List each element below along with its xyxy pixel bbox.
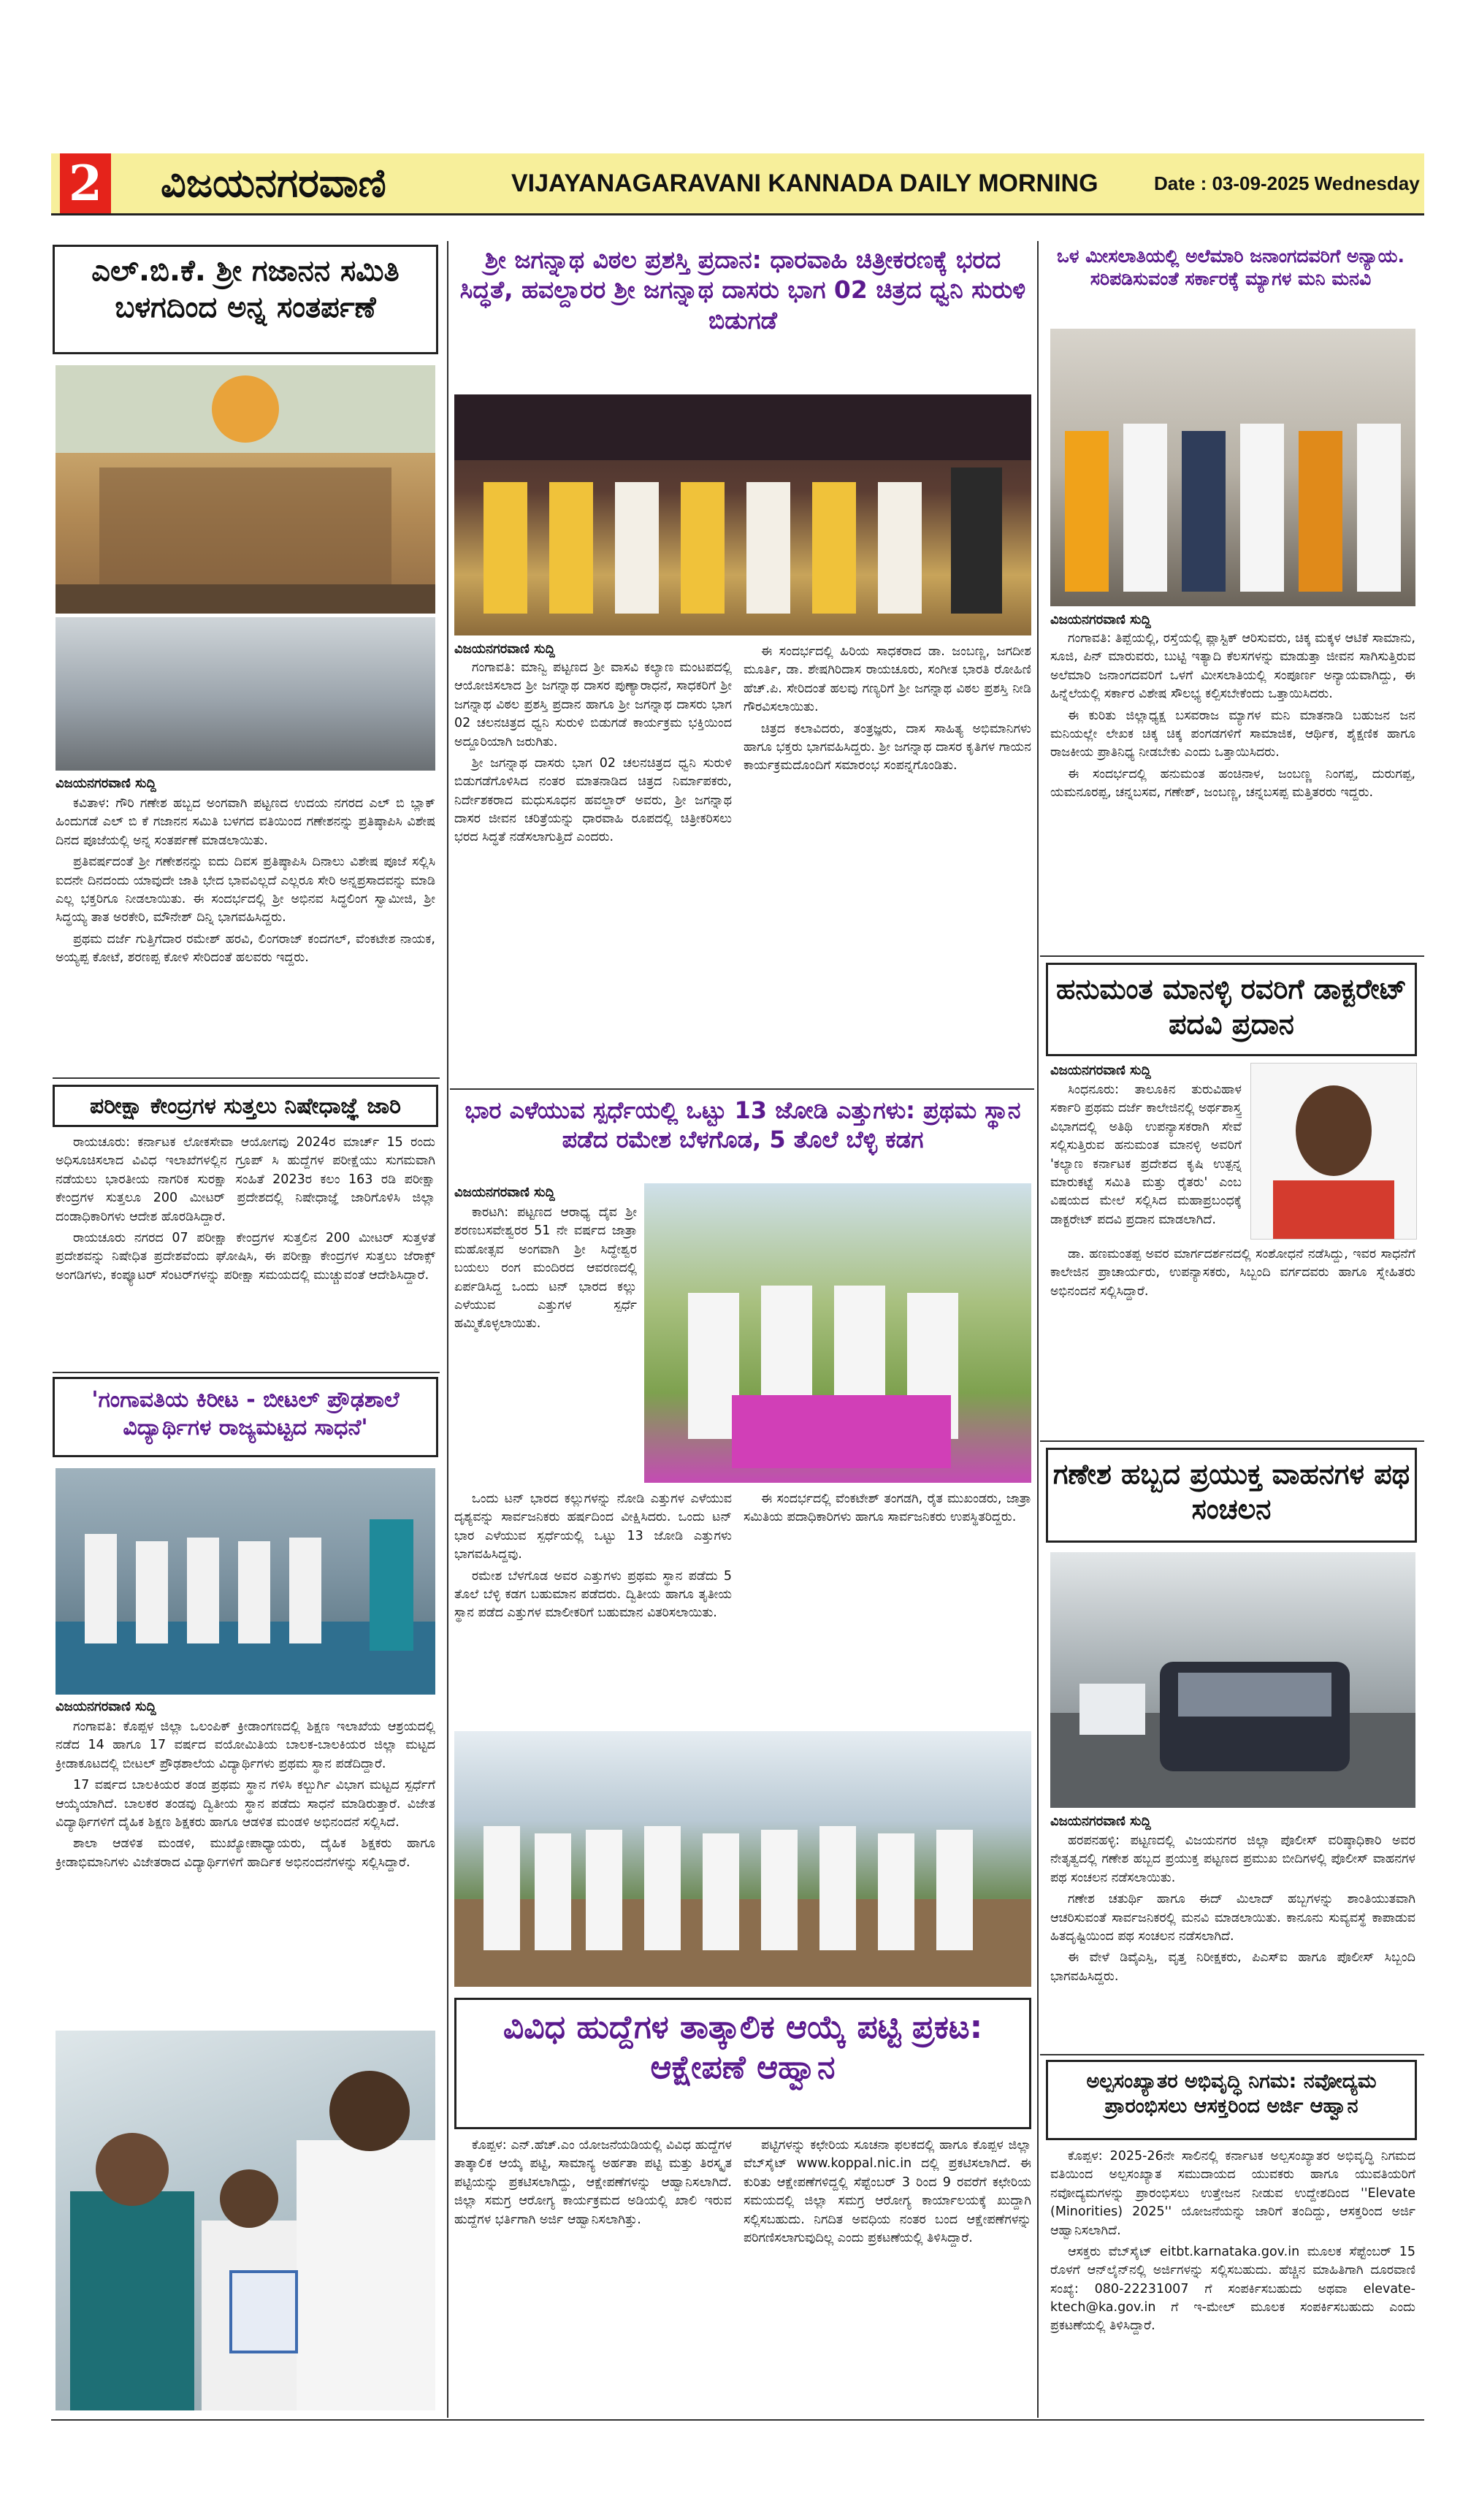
article-nomadic-body — [1050, 630, 1415, 951]
headline-minority-startup: ಅಲ್ಪಸಂಖ್ಯಾತರ ಅಭಿವೃದ್ಧಿ ನಿಗಮ: ನವೋದ್ಯಮ ಪ್ರಾರಂಭಿಸಲು ಆಸಕ್ತರಿಂದ ಅರ್ಜಿ ಆಹ್ವಾನ — [1046, 2060, 1417, 2140]
byline: ವಿಜಯನಗರವಾಣಿ ಸುದ್ದಿ — [454, 641, 555, 657]
page-number: 2 — [60, 153, 111, 213]
photo-police-vehicles-art — [1050, 1552, 1415, 1808]
headline-nomadic-tribes: ಒಳ ಮೀಸಲಾತಿಯಲ್ಲಿ ಅಲೆಮಾರಿ ಜನಾಂಗದವರಿಗೆ ಅನ್ಯಾಯ. ಸರಿಪಡಿಸುವಂತೆ ಸರ್ಕಾರಕ್ಕೆ ಮ್ಯಾಗಳ ಮನಿ ಮನವಿ — [1057, 245, 1405, 290]
article-jagannatha-body-right — [744, 643, 1031, 1081]
article-beetle-school-body — [56, 1718, 435, 2025]
photo-ganesha-pooja-art — [56, 365, 435, 614]
page-bottom-rule — [51, 2419, 1424, 2421]
paragraph: ಚಿತ್ರದ ಕಲಾವಿದರು, ತಂತ್ರಜ್ಞರು, ದಾಸ ಸಾಹಿತ್ಯ ಅಭಿಮಾನಿಗಳು ಹಾಗೂ ಭಕ್ತರು ಭಾಗವಹಿಸಿದ್ದರು. ಶ್ರೀ ಜಗನ್ನಾಥ ದಾಸರ ಕೃತಿಗಳ ಗಾಯನ ಕಾರ್ಯಕ್ರಮದೊಂದಿಗೆ ಸಮಾರಂಭ ಸಂಪನ್ನಗೊಂಡಿತು. — [744, 721, 1031, 774]
column-divider — [1037, 241, 1039, 2418]
paragraph: ಡಾ. ಹಣಮಂತಪ್ಪ ಅವರ ಮಾರ್ಗದರ್ಶನದಲ್ಲಿ ಸಂಶೋಧನೆ ನಡೆಸಿದ್ದು, ಇವರ ಸಾಧನೆಗೆ ಕಾಲೇಜಿನ ಪ್ರಾಚಾರ್ಯರು, ಉಪನ್ಯಾಸಕರು, ಸಿಬ್ಬಂದಿ ವರ್ಗದವರು ಹಾಗೂ ಸ್ನೇಹಿತರು ಅಭಿನಂದನೆ ಸಲ್ಲಿಸಿದ್ದಾರೆ. — [1050, 1247, 1415, 1299]
article-separator — [53, 1372, 440, 1373]
article-minority-startup-body — [1050, 2147, 1415, 2414]
photo-bull-race-ceremony — [644, 1183, 1031, 1483]
photo-award-stage-art — [454, 394, 1031, 635]
article-separator — [1040, 955, 1424, 957]
paragraph: ಈ ಸಂದರ್ಭದಲ್ಲಿ ಹಿರಿಯ ಸಾಧಕರಾದ ಡಾ. ಜಂಬಣ್ಣ, ಜಗದೀಶ ಮೂರ್ತಿ, ಡಾ. ಶೇಷಗಿರಿದಾಸ ರಾಯಚೂರು, ಸಂಗೀತ ಭಾರತಿ ರೋಹಿಣಿ ಹೆಚ್.ಪಿ. ಸೇರಿದಂತೆ ಹಲವು ಗಣ್ಯರಿಗೆ ಶ್ರೀ ಜಗನ್ನಾಥ ವಿಠಲ ಪ್ರಶಸ್ತಿ ನೀಡಿ ಗೌರವಿಸಲಾಯಿತು. — [744, 644, 1031, 715]
paragraph: ಶಾಲಾ ಆಡಳಿತ ಮಂಡಳಿ, ಮುಖ್ಯೋಪಾಧ್ಯಾಯರು, ದೈಹಿಕ ಶಿಕ್ಷಕರು ಹಾಗೂ ಕ್ರೀಡಾಭಿಮಾನಿಗಳು ವಿಜೇತರಾದ ವಿದ್ಯಾರ್ಥಿಗಳಿಗೆ ಹಾರ್ದಿಕ ಅಭಿನಂದನೆಗಳನ್ನು ಸಲ್ಲಿಸಿದ್ದಾರೆ. — [56, 1836, 435, 1870]
article-bull-race-body-left — [454, 1490, 732, 1724]
article-bull-race-intro — [454, 1204, 637, 1481]
paragraph: ಈ ಸಂದರ್ಭದಲ್ಲಿ ಹನುಮಂತ ಹಂಚಿನಾಳ, ಜಂಬಣ್ಣ ನಿಂಗಪ್ಪ, ದುರುಗಪ್ಪ, ಯಮನೂರಪ್ಪ, ಚನ್ನಬಸವ, ಗಣೇಶ್, ಜಂಬಣ್ಣ, ಚನ್ನಬಸಪ್ಪ ಮತ್ತಿತರರು ಇದ್ದರು. — [1050, 766, 1415, 800]
byline: ವಿಜಯನಗರವಾಣಿ ಸುದ್ದಿ — [56, 1699, 156, 1714]
photo-award-student — [56, 2031, 435, 2410]
article-exam-order-body — [56, 1134, 435, 1367]
article-recruitment-body-left — [454, 2137, 732, 2414]
photo-hanumantha-portrait-art — [1251, 1064, 1416, 1239]
article-police-march-body — [1050, 1832, 1415, 2051]
paragraph: ಪಟ್ಟಿಗಳನ್ನು ಕಛೇರಿಯ ಸೂಚನಾ ಫಲಕದಲ್ಲಿ ಹಾಗೂ ಕೊಪ್ಪಳ ಜಿಲ್ಲಾ ವೆಬ್‌ಸೈಟ್ www.koppal.nic.in ದಲ್ಲಿ ಪ್ರಕಟಿಸಲಾಗಿದೆ. ಈ ಕುರಿತು ಆಕ್ಷೇಪಣೆಗಳಿದ್ದಲ್ಲಿ ಸೆಪ್ಟೆಂಬರ್ 3 ರಿಂದ 9 ರವರೆಗೆ ಕಛೇರಿಯ ಸಮಯದಲ್ಲಿ ಜಿಲ್ಲಾ ಸಮಗ್ರ ಆರೋಗ್ಯ ಕಾರ್ಯಾಲಯಕ್ಕೆ ಖುದ್ದಾಗಿ ಸಲ್ಲಿಸಬಹುದು. ನಿಗದಿತ ಅವಧಿಯ ನಂತರ ಬಂದ ಆಕ್ಷೇಪಣೆಗಳನ್ನು ಪರಿಗಣಿಸಲಾಗುವುದಿಲ್ಲ ಎಂದು ಪ್ರಕಟಣೆಯಲ್ಲಿ ತಿಳಿಸಿದ್ದಾರೆ. — [744, 2138, 1031, 2245]
article-recruitment-body-right — [744, 2137, 1031, 2414]
photo-bull-race-ceremony-art — [644, 1183, 1031, 1483]
headline-police-march: ಗಣೇಶ ಹಬ್ಬದ ಪ್ರಯುಕ್ತ ವಾಹನಗಳ ಪಥ ಸಂಚಲನ — [1046, 1448, 1417, 1543]
paper-english-title: VIJAYANAGARAVANI KANNADA DAILY MORNING — [511, 169, 1098, 197]
paragraph: ಸಿಂಧನೂರು: ತಾಲೂಕಿನ ತುರುವಿಹಾಳ ಸರ್ಕಾರಿ ಪ್ರಥಮ ದರ್ಜೆ ಕಾಲೇಜಿನಲ್ಲಿ ಅರ್ಥಶಾಸ್ತ್ರ ವಿಭಾಗದಲ್ಲಿ ಅತಿಥಿ ಉಪನ್ಯಾಸಕರಾಗಿ ಸೇವೆ ಸಲ್ಲಿಸುತ್ತಿರುವ ಹನುಮಂತ ಮಾನಳ್ಳಿ ಅವರಿಗೆ 'ಕಲ್ಯಾಣ ಕರ್ನಾಟಕ ಪ್ರದೇಶದ ಕೃಷಿ ಉತ್ಪನ್ನ ಮಾರುಕಟ್ಟೆ ಸಮಿತಿ ಮತ್ತು ರೈತರು' ಎಂಬ ವಿಷಯದ ಮೇಲೆ ಸಲ್ಲಿಸಿದ ಮಹಾಪ್ರಬಂಧಕ್ಕೆ ಡಾಕ್ಟರೇಟ್ ಪದವಿ ಪ್ರದಾನ ಮಾಡಲಾಗಿದೆ. — [1050, 1083, 1242, 1227]
article-separator — [450, 1088, 1034, 1090]
photo-bull-race-group-art — [454, 1731, 1031, 1987]
headline-exam-order: ಪರೀಕ್ಷಾ ಕೇಂದ್ರಗಳ ಸುತ್ತಲು ನಿಷೇಧಾಜ್ಞೆ ಜಾರಿ — [53, 1085, 438, 1127]
article-jagannatha-body-left — [454, 659, 732, 1083]
photo-bull-race-group — [454, 1731, 1031, 1987]
byline: ವಿಜಯನಗರವಾಣಿ ಸುದ್ದಿ — [1050, 1814, 1151, 1829]
paragraph: ಗಂಗಾವತಿ: ತಿಪ್ಪೆಯಲ್ಲಿ, ರಸ್ತೆಯಲ್ಲಿ ಪ್ಲಾಸ್ಟಿಕ್ ಆರಿಸುವರು, ಚಿಕ್ಕ ಮಕ್ಕಳ ಆಟಿಕೆ ಸಾಮಾನು, ಸೂಜಿ, ಪಿನ್ ಮಾರುವರು, ಬುಟ್ಟಿ ಇತ್ಯಾದಿ ಕೆಲಸಗಳನ್ನು ಮಾಡುತ್ತಾ ಜೀವನ ಸಾಗಿಸುತ್ತಿರುವ ಅಲೆಮಾರಿ ಜನಾಂಗದವರಿಗೆ ಒಳಗೆ ಮೀಸಲಾತಿಯಲ್ಲಿ ಸಂಪೂರ್ಣ ಅನ್ಯಾಯವಾಗಿದ್ದು, ಈ ಹಿನ್ನೆಲೆಯಲ್ಲಿ ಸರ್ಕಾರ ವಿಶೇಷ ಸೌಲಭ್ಯ ಕಲ್ಪಿಸಬೇಕೆಂದು ಒತ್ತಾಯಿಸಿದರು. — [1050, 631, 1415, 702]
photo-police-vehicles — [1050, 1552, 1415, 1808]
photo-ganesha-pooja — [56, 365, 435, 614]
photo-nomadic-memorandum — [1050, 329, 1415, 606]
paragraph: ಪ್ರತಿವರ್ಷದಂತೆ ಶ್ರೀ ಗಣೇಶನನ್ನು ಐದು ದಿವಸ ಪ್ರತಿಷ್ಠಾಪಿಸಿ ದಿನಾಲು ವಿಶೇಷ ಪೂಜೆ ಸಲ್ಲಿಸಿ ಐದನೇ ದಿನದಂದು ಯಾವುದೇ ಜಾತಿ ಭೇದ ಭಾವವಿಲ್ಲದೆ ಎಲ್ಲರೂ ಸೇರಿ ಅನ್ನಪ್ರಸಾದವನ್ನು ಮಾಡಿ ಎಲ್ಲ ಭಕ್ತರಿಗೂ ನೀಡಲಾಯಿತು. ಈ ಸಂದರ್ಭದಲ್ಲಿ ಶ್ರೀ ಅಭಿನವ ಸಿದ್ಧಲಿಂಗ ಸ್ವಾಮೀಜಿ, ಶ್ರೀ ಸಿದ್ಧಯ್ಯ ತಾತ ಅರಕೇರಿ, ಮೌನೇಶ್ ದಿನ್ನಿ ಭಾಗವಹಿಸಿದ್ದರು. — [56, 855, 435, 925]
photo-award-stage — [454, 394, 1031, 635]
paragraph: ಗಣೇಶ ಚತುರ್ಥಿ ಹಾಗೂ ಈದ್ ಮಿಲಾದ್ ಹಬ್ಬಗಳನ್ನು ಶಾಂತಿಯುತವಾಗಿ ಆಚರಿಸುವಂತೆ ಸಾರ್ವಜನಿಕರಲ್ಲಿ ಮನವಿ ಮಾಡಲಾಯಿತು. ಕಾನೂನು ಸುವ್ಯವಸ್ಥೆ ಕಾಪಾಡುವ ಹಿತದೃಷ್ಟಿಯಿಂದ ಪಥ ಸಂಚಲನ ನಡೆಸಲಾಗಿದೆ. — [1050, 1892, 1415, 1944]
paragraph: ಕಾರಟಗಿ: ಪಟ್ಟಣದ ಆರಾಧ್ಯ ದೈವ ಶ್ರೀ ಶರಣಬಸವೇಶ್ವರರ 51 ನೇ ವರ್ಷದ ಜಾತ್ರಾ ಮಹೋತ್ಸವ ಅಂಗವಾಗಿ ಶ್ರೀ ಸಿದ್ಧೇಶ್ವರ ಬಯಲು ರಂಗ ಮಂದಿರದ ಆವರಣದಲ್ಲಿ ಏರ್ಪಡಿಸಿದ್ದ ಒಂದು ಟನ್ ಭಾರದ ಕಲ್ಲು ಎಳೆಯುವ ಎತ್ತುಗಳ ಸ್ಪರ್ಧೆ ಹಮ್ಮಿಕೊಳ್ಳಲಾಯಿತು. — [454, 1205, 637, 1332]
article-doctorate-body — [1050, 1245, 1415, 1435]
paragraph: ಈ ಸಂದರ್ಭದಲ್ಲಿ ವೆಂಕಟೇಶ್ ತಂಗಡಗಿ, ರೈತ ಮುಖಂಡರು, ಜಾತ್ರಾ ಸಮಿತಿಯ ಪದಾಧಿಕಾರಿಗಳು ಹಾಗೂ ಸಾರ್ವಜನಿಕರು ಉಪಸ್ಥಿತರಿದ್ದರು. — [744, 1492, 1031, 1525]
paragraph: ಶ್ರೀ ಜಗನ್ನಾಥ ದಾಸರು ಭಾಗ 02 ಚಲನಚಿತ್ರದ ಧ್ವನಿ ಸುರುಳಿ ಬಿಡುಗಡೆಗೊಳಿಸಿದ ನಂತರ ಮಾತನಾಡಿದ ಚಿತ್ರದ ನಿರ್ಮಾಪಕರು, ನಿರ್ದೇಶಕರಾದ ಮಧುಸೂಧನ ಹವಲ್ದಾರ್ ಅವರು, ಶ್ರೀ ಜಗನ್ನಾಥ ದಾಸರ ಜೀವನ ಚರಿತ್ರೆಯನ್ನು ಧಾರವಾಹಿ ರೂಪದಲ್ಲಿ ಚಿತ್ರೀಕರಿಸಲು ಭರದ ಸಿದ್ಧತೆ ನಡೆಸಲಾಗುತ್ತಿದೆ ಎಂದರು. — [454, 755, 732, 845]
paragraph: ಗಂಗಾವತಿ: ಕೊಪ್ಪಳ ಜಿಲ್ಲಾ ಒಲಂಪಿಕ್ ಕ್ರೀಡಾಂಗಣದಲ್ಲಿ ಶಿಕ್ಷಣ ಇಲಾಖೆಯ ಆಶ್ರಯದಲ್ಲಿ ನಡೆದ 14 ಹಾಗೂ 17 ವರ್ಷದ ವಯೋಮಿತಿಯ ಬಾಲಕ-ಬಾಲಕಿಯರ ಜಿಲ್ಲಾ ಮಟ್ಟದ ಕ್ರೀಡಾಕೂಟದಲ್ಲಿ ಬೀಟಲ್ ಪ್ರೌಢಶಾಲೆಯ ವಿದ್ಯಾರ್ಥಿಗಳು ಪ್ರಥಮ ಸ್ಥಾನ ಪಡೆದಿದ್ದಾರೆ. — [56, 1719, 435, 1771]
article-separator — [1040, 2054, 1424, 2055]
paragraph: ಪ್ರಥಮ ದರ್ಜೆ ಗುತ್ತಿಗೆದಾರ ರಮೇಶ್ ಹರವಿ, ಲಿಂಗರಾಜ್ ಕಂದಗಲ್, ವೆಂಕಟೇಶ ನಾಯಕ, ಅಯ್ಯಪ್ಪ ಕೋಟೆ, ಶರಣಪ್ಪ ಕೋಳಿ ಸೇರಿದಂತೆ ಹಲವರು ಇದ್ದರು. — [56, 931, 435, 965]
paper-title: ವಿಜಯನಗರವಾಣಿ — [161, 160, 386, 206]
article-bull-race-body-right — [744, 1490, 1031, 1724]
photo-hanumantha-portrait — [1250, 1063, 1417, 1240]
headline-annadana: ಎಲ್.ಬಿ.ಕೆ. ಶ್ರೀ ಗಜಾನನ ಸಮಿತಿ ಬಳಗದಿಂದ ಅನ್ನ ಸಂತರ್ಪಣೆ — [53, 245, 438, 354]
paragraph: ಹರಪನಹಳ್ಳಿ: ಪಟ್ಟಣದಲ್ಲಿ ವಿಜಯನಗರ ಜಿಲ್ಲಾ ಪೊಲೀಸ್ ವರಿಷ್ಠಾಧಿಕಾರಿ ಅವರ ನೇತೃತ್ವದಲ್ಲಿ ಗಣೇಶ ಹಬ್ಬದ ಪ್ರಯುಕ್ತ ಪಟ್ಟಣದ ಪ್ರಮುಖ ಬೀದಿಗಳಲ್ಲಿ ಪೊಲೀಸ್ ವಾಹನಗಳ ಪಥ ಸಂಚಲನ ನಡೆಸಲಾಯಿತು. — [1050, 1833, 1415, 1885]
paragraph: ರಮೇಶ ಬೆಳಗೊಡ ಅವರ ಎತ್ತುಗಳು ಪ್ರಥಮ ಸ್ಥಾನ ಪಡೆದು 5 ತೊಲೆ ಬೆಳ್ಳಿ ಕಡಗ ಬಹುಮಾನ ಪಡೆದರು. ದ್ವಿತೀಯ ಹಾಗೂ ತೃತೀಯ ಸ್ಥಾನ ಪಡೆದ ಎತ್ತುಗಳ ಮಾಲೀಕರಿಗೆ ಬಹುಮಾನ ವಿತರಿಸಲಾಯಿತು. — [454, 1568, 732, 1621]
headline-beetle-school: 'ಗಂಗಾವತಿಯ ಕಿರೀಟ - ಬೀಟಲ್ ಪ್ರೌಢಶಾಲೆ ವಿದ್ಯಾರ್ಥಿಗಳ ರಾಜ್ಯಮಟ್ಟದ ಸಾಧನೆ' — [53, 1377, 438, 1457]
paragraph: ಆಸಕ್ತರು ವೆಬ್‌ಸೈಟ್ eitbt.karnataka.gov.in ಮೂಲಕ ಸೆಪ್ಟೆಂಬರ್ 15 ರೊಳಗೆ ಆನ್‌ಲೈನ್‌ನಲ್ಲಿ ಅರ್ಜಿಗಳನ್ನು ಸಲ್ಲಿಸಬಹುದು. ಹೆಚ್ಚಿನ ಮಾಹಿತಿಗಾಗಿ ದೂರವಾಣಿ ಸಂಖ್ಯೆ: 080-22231007 ಗೆ ಸಂಪರ್ಕಿಸಬಹುದು ಅಥವಾ elevate-ktech@ka.gov.in ಗೆ ಇ-ಮೇಲ್ ಮೂಲಕ ಸಂಪರ್ಕಿಸಬಹುದು ಎಂದು ಪ್ರಕಟಣೆಯಲ್ಲಿ ತಿಳಿಸಿದ್ದಾರೆ. — [1050, 2244, 1415, 2334]
byline: ವಿಜಯನಗರವಾಣಿ ಸುದ್ದಿ — [454, 1185, 555, 1200]
paragraph: ಕೊಪ್ಪಳ: 2025-26ನೇ ಸಾಲಿನಲ್ಲಿ ಕರ್ನಾಟಕ ಅಲ್ಪಸಂಖ್ಯಾತರ ಅಭಿವೃದ್ಧಿ ನಿಗಮದ ವತಿಯಿಂದ ಅಲ್ಪಸಂಖ್ಯಾತ ಸಮುದಾಯದ ಯುವಕರು ಹಾಗೂ ಯುವತಿಯರಿಗೆ ನವೋದ್ಯಮಗಳನ್ನು ಪ್ರಾರಂಭಿಸಲು ಉತ್ತೇಜನ ನೀಡುವ ಉದ್ದೇಶದಿಂದ ''Elevate (Minorities) 2025'' ಯೋಜನೆಯನ್ನು ಜಾರಿಗೆ ತಂದಿದ್ದು, ಆಸಕ್ತರಿಂದ ಅರ್ಜಿ ಆಹ್ವಾನಿಸಲಾಗಿದೆ. — [1050, 2149, 1415, 2238]
paragraph: ಈ ವೇಳೆ ಡಿವೈಎಸ್ಪಿ, ವೃತ್ತ ನಿರೀಕ್ಷಕರು, ಪಿಎಸ್ಐ ಹಾಗೂ ಪೊಲೀಸ್ ಸಿಬ್ಬಂದಿ ಭಾಗವಹಿಸಿದ್ದರು. — [1050, 1950, 1415, 1984]
photo-annadana-crowd — [56, 617, 435, 771]
byline: ವಿಜಯನಗರವಾಣಿ ಸುದ್ದಿ — [1050, 1063, 1151, 1078]
article-separator — [53, 1077, 440, 1079]
photo-students-team-art — [56, 1468, 435, 1695]
photo-nomadic-memorandum-art — [1050, 329, 1415, 606]
byline: ವಿಜಯನಗರವಾಣಿ ಸುದ್ದಿ — [56, 776, 156, 791]
paragraph: ರಾಯಚೂರು ನಗರದ 07 ಪರೀಕ್ಷಾ ಕೇಂದ್ರಗಳ ಸುತ್ತಲಿನ 200 ಮೀಟರ್ ಸುತ್ತಳತೆ ಪ್ರದೇಶವನ್ನು ನಿಷೇಧಿತ ಪ್ರದೇಶವೆಂದು ಘೋಷಿಸಿ, ಈ ಪರೀಕ್ಷಾ ಕೇಂದ್ರಗಳ ಸುತ್ತಲು ಜೆರಾಕ್ಸ್ ಅಂಗಡಿಗಳು, ಕಂಪ್ಯೂಟರ್ ಸೆಂಟರ್‌ಗಳನ್ನು ಪರೀಕ್ಷಾ ಸಮಯದಲ್ಲಿ ಮುಚ್ಚುವಂತೆ ಆದೇಶಿಸಿದ್ದಾರೆ. — [56, 1230, 435, 1283]
headline-jagannatha-award: ಶ್ರೀ ಜಗನ್ನಾಥ ವಿಠಲ ಪ್ರಶಸ್ತಿ ಪ್ರದಾನ: ಧಾರವಾಹಿ ಚಿತ್ರೀಕರಣಕ್ಕೆ ಭರದ ಸಿದ್ಧತೆ, ಹವಲ್ದಾರರ ಶ್ರೀ ಜಗನ್ನಾಥ ದಾಸರು ಭಾಗ 02 ಚಿತ್ರದ ಧ್ವನಿ ಸುರುಳಿ ಬಿಡುಗಡೆ — [459, 245, 1026, 335]
byline: ವಿಜಯನಗರವಾಣಿ ಸುದ್ದಿ — [1050, 612, 1151, 627]
column-divider — [447, 241, 448, 2418]
article-separator — [1040, 1440, 1424, 1442]
paragraph: 17 ವರ್ಷದ ಬಾಲಕಿಯರ ತಂಡ ಪ್ರಥಮ ಸ್ಥಾನ ಗಳಿಸಿ ಕಲ್ಬುರ್ಗಿ ವಿಭಾಗ ಮಟ್ಟದ ಸ್ಪರ್ಧೆಗೆ ಆಯ್ಕೆಯಾಗಿದೆ. ಬಾಲಕರ ತಂಡವು ದ್ವಿತೀಯ ಸ್ಥಾನ ಪಡೆದು ಸಾಧನೆ ಮಾಡಿರುತ್ತಾರೆ. ವಿಜೇತ ವಿದ್ಯಾರ್ಥಿಗಳಿಗೆ ದೈಹಿಕ ಶಿಕ್ಷಣ ಶಿಕ್ಷಕರು ಹಾಗೂ ಆಡಳಿತ ಮಂಡಳಿ ಅಭಿನಂದನೆ ಸಲ್ಲಿಸಿದೆ. — [56, 1778, 435, 1830]
paragraph: ಈ ಕುರಿತು ಜಿಲ್ಲಾಧ್ಯಕ್ಷ ಬಸವರಾಜ ಮ್ಯಾಗಳ ಮನಿ ಮಾತನಾಡಿ ಬಹುಜನ ಜನ ಮನಿಯಲ್ಲೇ ಲೇಖಕ ಚಿಕ್ಕ ಚಿಕ್ಕ ಪಂಗಡಗಳಿಗೆ ಸಾಮಾಜಿಕ, ಆರ್ಥಿಕ, ಶೈಕ್ಷಣಿಕ ಹಾಗೂ ರಾಜಕೀಯ ಪ್ರಾತಿನಿಧ್ಯ ನೀಡಬೇಕು ಎಂದು ಒತ್ತಾಯಿಸಿದರು. — [1050, 708, 1415, 760]
article-annadana-body — [56, 795, 435, 1072]
photo-students-team — [56, 1468, 435, 1695]
headline-bull-race: ಭಾರ ಎಳೆಯುವ ಸ್ಪರ್ಧೆಯಲ್ಲಿ ಒಟ್ಟು 13 ಜೋಡಿ ಎತ್ತುಗಳು: ಪ್ರಥಮ ಸ್ಥಾನ ಪಡೆದ ರಮೇಶ ಬೆಳಗೊಡ, 5 ತೊಲೆ ಬೆಳ್ಳಿ ಕಡಗ — [465, 1096, 1021, 1153]
paragraph: ಒಂದು ಟನ್ ಭಾರದ ಕಲ್ಲುಗಳನ್ನು ನೋಡಿ ಎತ್ತುಗಳ ಎಳೆಯುವ ದೃಶ್ಯವನ್ನು ಸಾರ್ವಜನಿಕರು ಹರ್ಷದಿಂದ ವೀಕ್ಷಿಸಿದರು. ಒಂದು ಟನ್ ಭಾರ ಎಳೆಯುವ ಸ್ಪರ್ಧೆಯಲ್ಲಿ ಒಟ್ಟು 13 ಜೋಡಿ ಎತ್ತುಗಳು ಭಾಗವಹಿಸಿದ್ದವು. — [454, 1492, 732, 1562]
paragraph: ಕವಿತಾಳ: ಗೌರಿ ಗಣೇಶ ಹಬ್ಬದ ಅಂಗವಾಗಿ ಪಟ್ಟಣದ ಉದಯ ನಗರದ ಎಲ್ ಬಿ ಬ್ಲಾಕ್ ಹಿಂದುಗಡೆ ಎಲ್ ಬಿ ಕೆ ಗಜಾನನ ಸಮಿತಿ ಬಳಗದ ವತಿಯಿಂದ ಗಣೇಶನನ್ನು ಪ್ರತಿಷ್ಠಾಪಿಸಿ ವಿಶೇಷ ದಿನದ ಪೂಜೆಯಲ್ಲಿ ಅನ್ನ ಸಂತರ್ಪಣೆ ಮಾಡಲಾಯಿತು. — [56, 796, 435, 848]
issue-date: Date : 03-09-2025 Wednesday — [1154, 172, 1420, 194]
headline-doctorate: ಹನುಮಂತ ಮಾನಳ್ಳಿ ರವರಿಗೆ ಡಾಕ್ಟರೇಟ್ ಪದವಿ ಪ್ರದಾನ — [1046, 963, 1417, 1056]
headline-recruitment-list: ವಿವಿಧ ಹುದ್ದೆಗಳ ತಾತ್ಕಾಲಿಕ ಆಯ್ಕೆ ಪಟ್ಟಿ ಪ್ರಕಟ: ಆಕ್ಷೇಪಣೆ ಆಹ್ವಾನ — [454, 1998, 1031, 2129]
paragraph: ಕೊಪ್ಪಳ: ಎನ್.ಹೆಚ್.ಎಂ ಯೋಜನೆಯಡಿಯಲ್ಲಿ ವಿವಿಧ ಹುದ್ದೆಗಳ ತಾತ್ಕಾಲಿಕ ಆಯ್ಕೆ ಪಟ್ಟಿ, ಸಾಮಾನ್ಯ ಅರ್ಹತಾ ಪಟ್ಟಿ ಮತ್ತು ತಿರಸ್ಕೃತ ಪಟ್ಟಿಯನ್ನು ಪ್ರಕಟಿಸಲಾಗಿದ್ದು, ಆಕ್ಷೇಪಣೆಗಳನ್ನು ಆಹ್ವಾನಿಸಲಾಗಿದೆ. ಜಿಲ್ಲಾ ಸಮಗ್ರ ಆರೋಗ್ಯ ಕಾರ್ಯಕ್ರಮದ ಅಡಿಯಲ್ಲಿ ಖಾಲಿ ಇರುವ ಹುದ್ದೆಗಳ ಭರ್ತಿಗಾಗಿ ಅರ್ಜಿ ಆಹ್ವಾನಿಸಲಾಗಿತ್ತು. — [454, 2138, 732, 2227]
article-doctorate-intro — [1050, 1081, 1242, 1242]
paragraph: ರಾಯಚೂರು: ಕರ್ನಾಟಕ ಲೋಕಸೇವಾ ಆಯೋಗವು 2024ರ ಮಾರ್ಚ್ 15 ರಂದು ಅಧಿಸೂಚಿಸಲಾದ ವಿವಿಧ ಇಲಾಖೆಗಳಲ್ಲಿನ ಗ್ರೂಪ್ ಸಿ ಹುದ್ದೆಗಳ ಪರೀಕ್ಷೆಯು ಸುಗಮವಾಗಿ ನಡೆಯಲು ಭಾರತೀಯ ನಾಗರಿಕ ಸುರಕ್ಷಾ ಸಂಹಿತೆ 2023ರ ಕಲಂ 163 ರಡಿ ಪರೀಕ್ಷಾ ಕೇಂದ್ರಗಳ ಸುತ್ತಲೂ 200 ಮೀಟರ್ ಪ್ರದೇಶದಲ್ಲಿ ನಿಷೇಧಾಜ್ಞೆ ಜಾರಿಗೊಳಿಸಿ ಜಿಲ್ಲಾ ದಂಡಾಧಿಕಾರಿಗಳು ಆದೇಶ ಹೊರಡಿಸಿದ್ದಾರೆ. — [56, 1135, 435, 1224]
photo-award-student-art — [56, 2031, 435, 2410]
paragraph: ಗಂಗಾವತಿ: ಮಾನ್ವಿ ಪಟ್ಟಣದ ಶ್ರೀ ವಾಸವಿ ಕಲ್ಯಾಣ ಮಂಟಪದಲ್ಲಿ ಆಯೋಜಿಸಲಾದ ಶ್ರೀ ಜಗನ್ನಾಥ ದಾಸರ ಪುಣ್ಯಾರಾಧನೆ, ಸಾಧಕರಿಗೆ ಶ್ರೀ ಜಗನ್ನಾಥ ವಿಠಲ ಪ್ರಶಸ್ತಿ ಪ್ರದಾನ ಹಾಗೂ ಶ್ರೀ ಜಗನ್ನಾಥ ದಾಸರು ಭಾಗ 02 ಚಲನಚಿತ್ರದ ಧ್ವನಿ ಸುರುಳಿ ಬಿಡುಗಡೆ ಕಾರ್ಯಕ್ರಮ ಭಕ್ತಿಯಿಂದ ಅದ್ದೂರಿಯಾಗಿ ಜರುಗಿತು. — [454, 660, 732, 749]
